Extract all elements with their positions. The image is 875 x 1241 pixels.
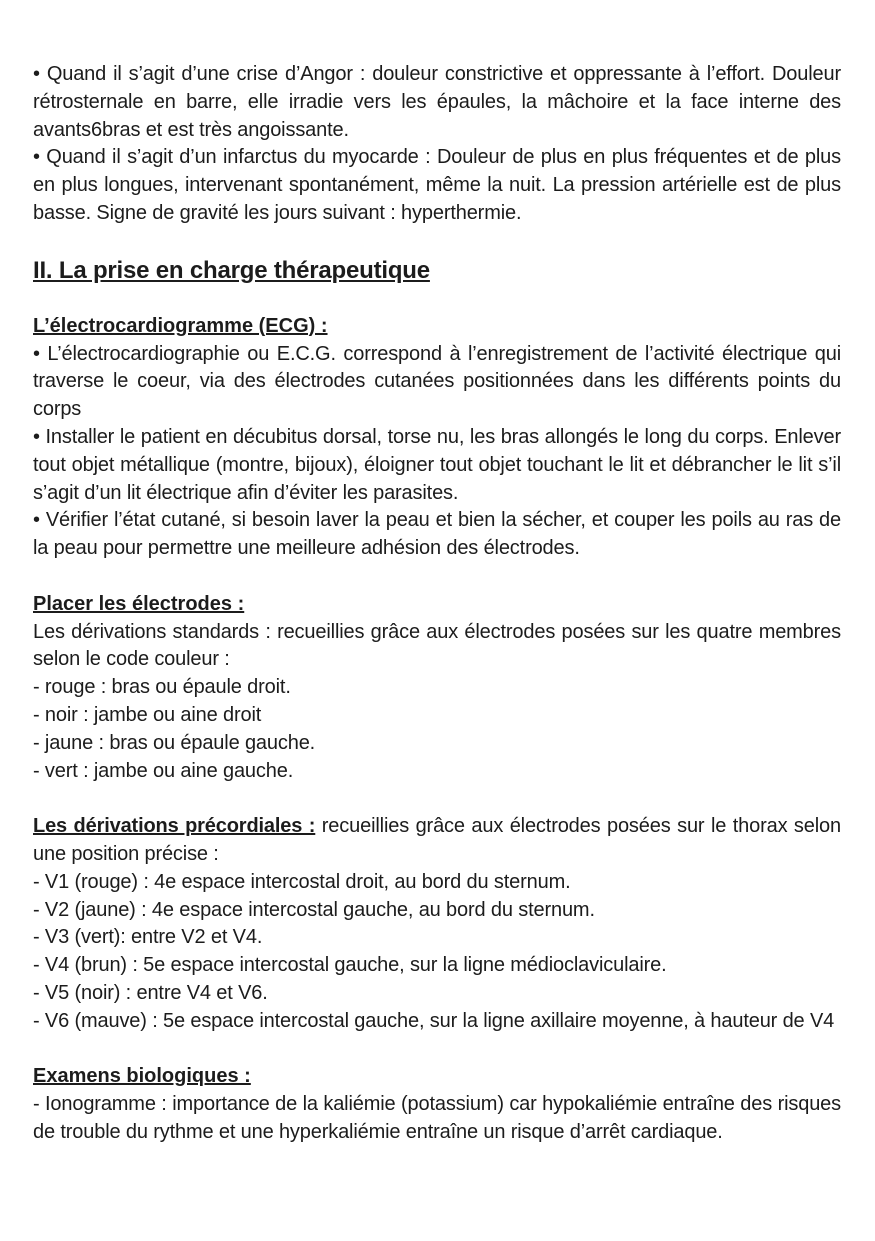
electrode-item: - noir : jambe ou aine droit: [33, 703, 262, 726]
electrode-item: - vert : jambe ou aine gauche.: [33, 759, 294, 782]
ecg-heading: L’électrocardiogramme (ECG) :: [33, 314, 328, 337]
precordiale-item: - V5 (noir) : entre V4 et V6.: [33, 981, 268, 1004]
biologie-item: - Ionogramme : importance de la kaliémie (potassium) car hypokaliémie entraîne des risques de trouble du rythme et une hyperkaliémie entraîne un risque d’arrêt cardiaque.: [33, 1093, 841, 1143]
spacer: [33, 1036, 841, 1064]
electrode-item: - jaune : bras ou épaule gauche.: [33, 731, 316, 754]
ecg-item: • L’électrocardiographie ou E.C.G. correspond à l’enregistrement de l’activité électrique qui traverse le coeur, via des électrodes cutanées positionnées dans les différents points du corps: [33, 342, 841, 421]
angor-paragraph: • Quand il s’agit d’une crise d’Angor : douleur constrictive et oppressante à l’effort. Douleur rétrosternale en barre, elle irradie vers les épaules, la mâchoire et la face interne des avants6bras et est très angoissante.: [33, 63, 841, 141]
precordiale-item: - V3 (vert): entre V2 et V4.: [33, 926, 263, 949]
electrodes-intro: Les dérivations standards : recueillies grâce aux électrodes posées sur les quatre membres selon le code couleur :: [33, 620, 841, 671]
spacer: [33, 785, 841, 813]
precordiale-item: - V6 (mauve) : 5e espace intercostal gauche, sur la ligne axillaire moyenne, à hauteur de V4: [33, 1009, 835, 1032]
electrodes-heading: Placer les électrodes :: [33, 592, 245, 615]
precordiales-heading: Les dérivations précordiales :: [33, 815, 316, 838]
precordiale-item: - V4 (brun) : 5e espace intercostal gauche, sur la ligne médioclaviculaire.: [33, 954, 667, 977]
electrode-item: - rouge : bras ou épaule droit.: [33, 676, 291, 699]
ecg-item: • Installer le patient en décubitus dorsal, torse nu, les bras allongés le long du corps. Enlever tout objet métallique (montre, bijoux), éloigner tout objet touchant le lit et débrancher le lit s’il s’agit d’un lit électrique afin d’éviter les parasites.: [33, 425, 841, 504]
biologie-heading: Examens biologiques :: [33, 1065, 251, 1088]
section-title: II. La prise en charge thérapeutique: [33, 256, 430, 284]
precordiale-item: - V2 (jaune) : 4e espace intercostal gauche, au bord du sternum.: [33, 898, 595, 921]
document-page: [33, 61, 841, 1147]
precordiales-intro: recueillies grâce aux électrodes posées sur le thorax selon une position précise :: [33, 815, 841, 865]
infarctus-paragraph: • Quand il s’agit d’un infarctus du myocarde : Douleur de plus en plus fréquentes et de plus en plus longues, intervenant spontanément, même la nuit. La pression artérielle est de plus basse. Signe de gravité les jours suivant : hyperthermie.: [33, 146, 841, 224]
spacer: [33, 563, 841, 591]
ecg-item: • Vérifier l’état cutané, si besoin laver la peau et bien la sécher, et couper les poils au ras de la peau pour permettre une meilleure adhésion des électrodes.: [33, 509, 841, 560]
precordiale-item: - V1 (rouge) : 4e espace intercostal droit, au bord du sternum.: [33, 870, 571, 893]
precordiales-paragraph: [33, 813, 841, 869]
